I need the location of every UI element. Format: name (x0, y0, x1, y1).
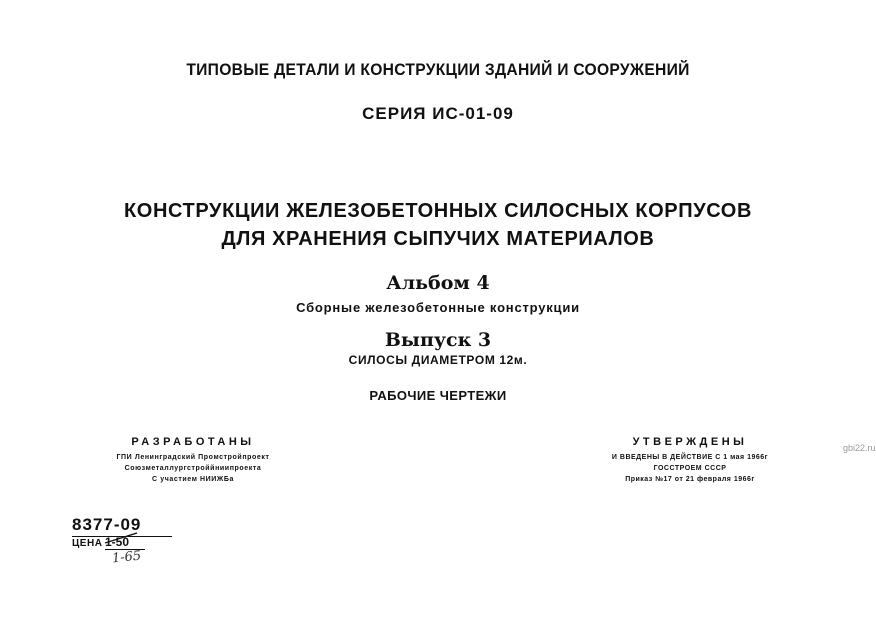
developed-by-block (88, 436, 298, 485)
working-drawings-label: РАБОЧИЕ ЧЕРТЕЖИ (369, 388, 507, 403)
document-title-line-1: КОНСТРУКЦИИ ЖЕЛЕЗОБЕТОННЫХ СИЛОСНЫХ КОРПУСОВ (123, 200, 752, 222)
series-header: ТИПОВЫЕ ДЕТАЛИ И КОНСТРУКЦИИ ЗДАНИЙ И СООРУЖЕНИЙ (186, 60, 690, 79)
watermark: gbi22.ru (843, 443, 876, 453)
approved-heading: УТВЕРЖДЕНЫ (632, 436, 748, 448)
approved-by-block (590, 436, 790, 485)
issue-heading: Выпуск 3 (384, 329, 492, 351)
issue-subtitle: СИЛОСЫ ДИАМЕТРОМ 12м. (348, 353, 528, 367)
document-title-line-2: ДЛЯ ХРАНЕНИЯ СЫПУЧИХ МАТЕРИАЛОВ (221, 228, 655, 250)
developed-by-line: С участием НИИЖБа (152, 476, 234, 483)
series-number: СЕРИЯ ИС-01-09 (362, 104, 514, 123)
developed-by-heading: РАЗРАБОТАНЫ (131, 436, 255, 448)
album-subtitle: Сборные железобетонные конструкции (296, 300, 580, 315)
price-old-value: 1-50 (105, 535, 145, 550)
approved-line: Приказ №17 от 21 февраля 1966г (625, 476, 755, 483)
album-heading: Альбом 4 (386, 272, 490, 294)
document-code: 8377-09 (72, 515, 172, 537)
approved-line: И ВВЕДЕНЫ В ДЕЙСТВИЕ С 1 мая 1966г (611, 454, 769, 461)
approved-line: ГОССТРОЕМ СССР (653, 465, 727, 472)
price-strikethrough-mark (103, 531, 139, 545)
handwritten-new-price: 1-65 (111, 548, 142, 567)
developed-by-line: Союзметаллургстроййниипроекта (124, 465, 262, 472)
developed-by-line: ГПИ Ленинградский Промстройпроект (116, 454, 270, 461)
price-label: ЦЕНА (72, 538, 103, 549)
